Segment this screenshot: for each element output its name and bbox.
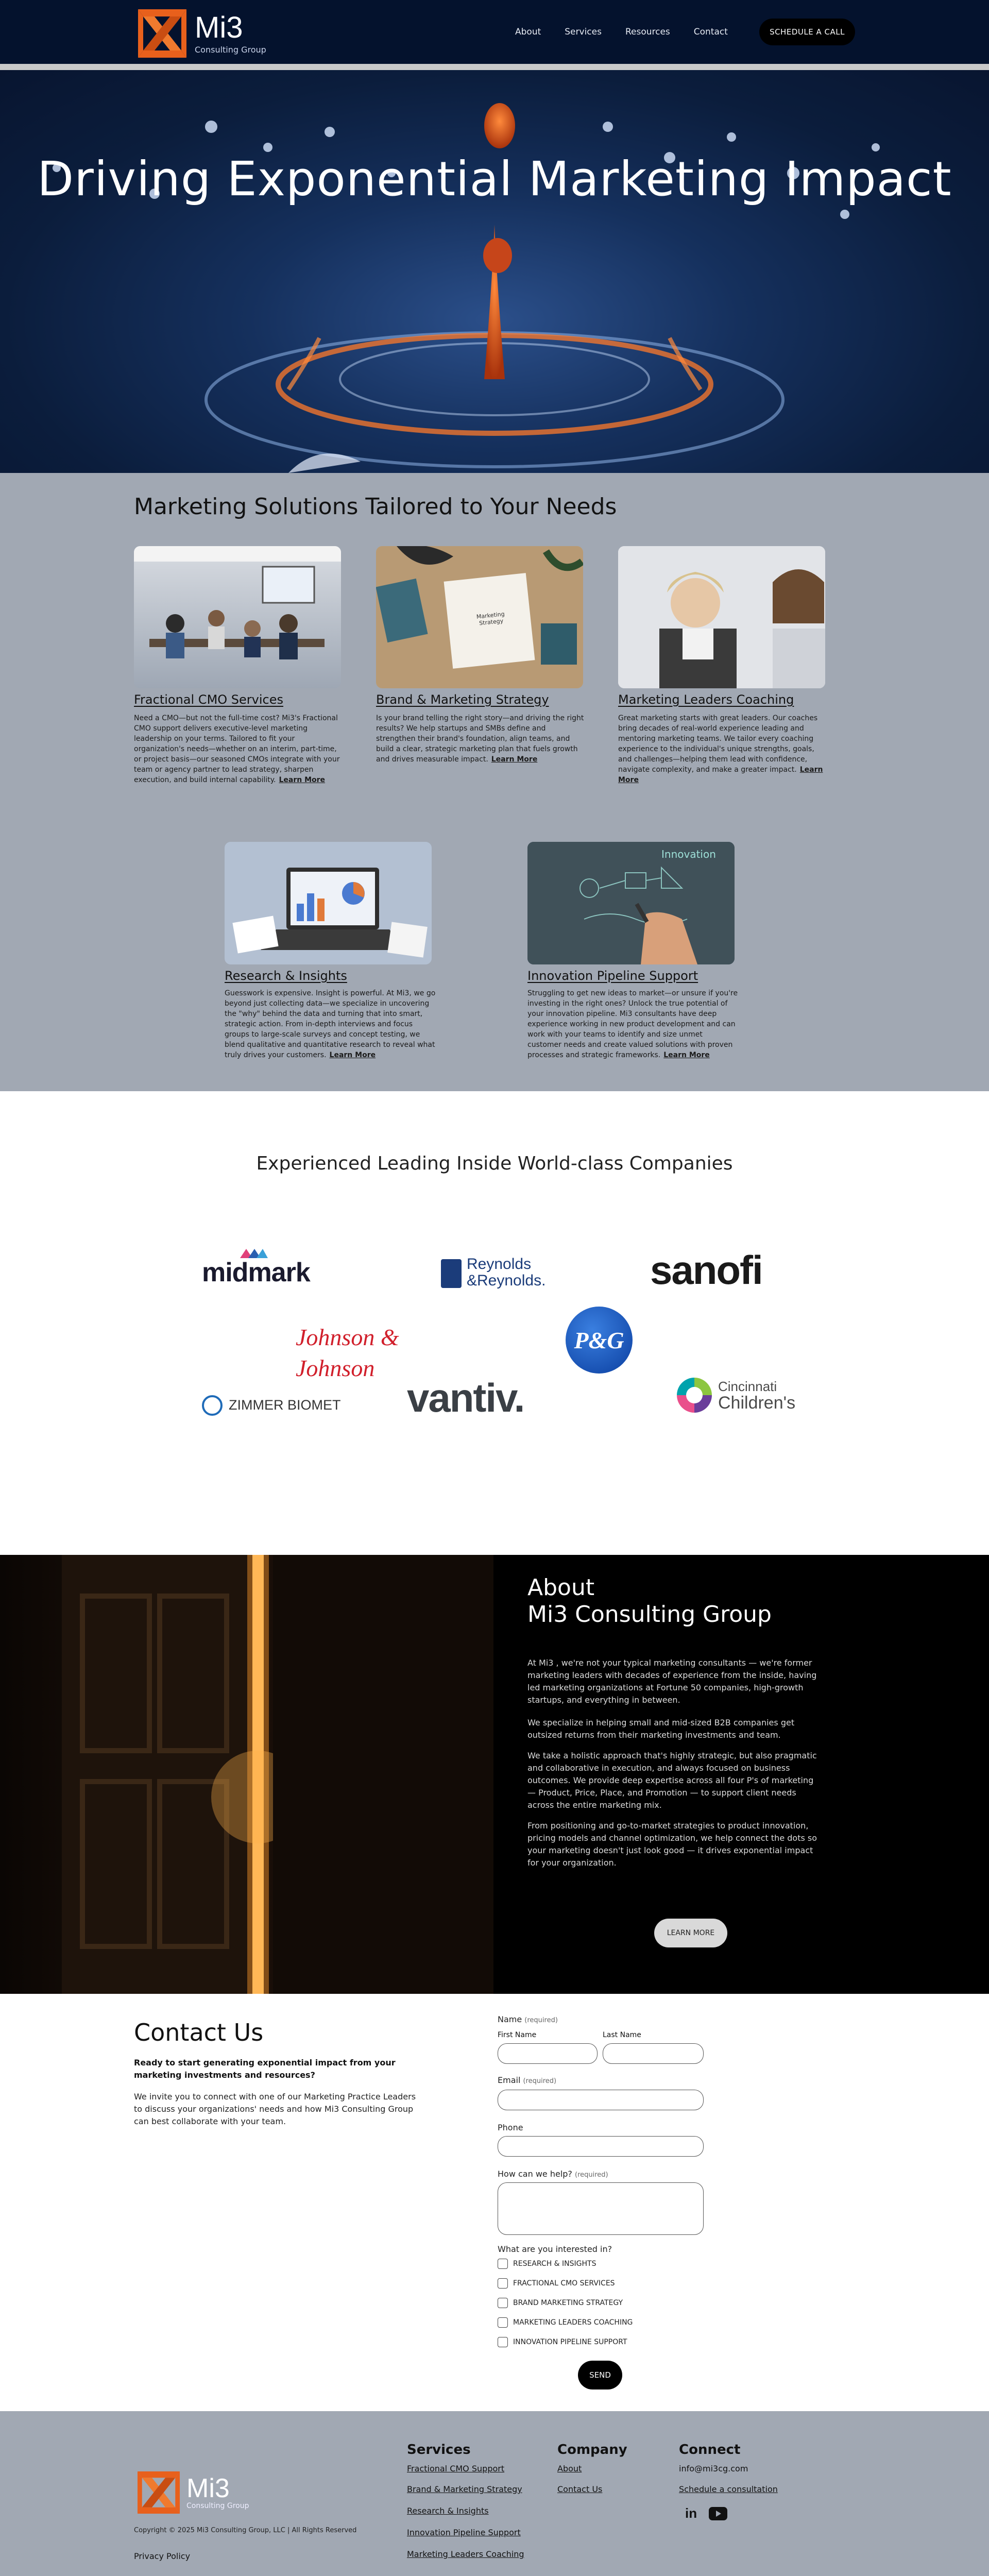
card-body-brand: [376, 713, 587, 765]
option-innovation[interactable]: [498, 2337, 627, 2347]
footer-copyright: Copyright © 2025 Mi3 Consulting Group, LLC | All Rights Reserved: [134, 2527, 357, 2534]
zimmer-mark-icon: [202, 1395, 223, 1416]
pg-logo: P&G: [566, 1307, 633, 1374]
cmo-services-image[interactable]: [134, 546, 341, 688]
first-name-label: First Name: [498, 2031, 537, 2039]
leaders-coaching-image[interactable]: [618, 546, 825, 688]
help-label: [498, 2169, 608, 2179]
option-innovation-label: INNOVATION PIPELINE SUPPORT: [513, 2338, 627, 2346]
site-logo[interactable]: [134, 5, 273, 62]
learn-more-cmo[interactable]: Learn More: [279, 776, 326, 784]
checkbox-innovation[interactable]: [498, 2337, 508, 2347]
strategy-paper-text: Marketing Strategy: [476, 611, 505, 627]
name-label: [498, 2014, 558, 2024]
card-body-cmo: [134, 713, 345, 785]
about-title-line2: Mi3 Consulting Group: [527, 1601, 772, 1628]
youtube-icon[interactable]: [709, 2507, 727, 2520]
card-text-innovation: Struggling to get new ideas to market—or unsure if you're investing in the right ones? Unlock the true potential of your innovation pipeline. Mi3 consultants have deep experience working in new product development and can work with your teams to identify and size unmet customer needs and create valued solutions with proven processes and strategic frameworks.: [527, 989, 738, 1059]
logo-mark-icon: [134, 5, 191, 62]
footer-services-title: Services: [407, 2442, 471, 2458]
option-cmo[interactable]: [498, 2278, 615, 2289]
logo-subtext: Consulting Group: [195, 44, 266, 55]
schedule-call-button[interactable]: SCHEDULE A CALL: [759, 19, 855, 45]
nav-resources[interactable]: Resources: [625, 27, 670, 37]
checkbox-coaching[interactable]: [498, 2317, 508, 2328]
main-nav: [515, 19, 728, 45]
phone-input[interactable]: [498, 2136, 704, 2157]
header-divider: [0, 64, 989, 70]
cincinnati-line2: Children's: [718, 1393, 796, 1413]
email-input[interactable]: [498, 2090, 704, 2110]
cincinnati-line1: Cincinnati: [718, 1379, 777, 1394]
send-button[interactable]: SEND: [578, 2361, 622, 2389]
option-research-label: RESEARCH & INSIGHTS: [513, 2260, 596, 2268]
footer-link-coaching[interactable]: Marketing Leaders Coaching: [407, 2549, 524, 2559]
card-body-coaching: [618, 713, 829, 785]
phone-label: Phone: [498, 2123, 523, 2132]
first-name-input[interactable]: [498, 2043, 598, 2064]
footer-logo-text: Mi3: [186, 2473, 230, 2503]
card-text-research: Guesswork is expensive. Insight is powerful. At Mi3, we go beyond just collecting data—we specialize in uncovering the "why" behind the data and turning that into smart, strategic action. From in-depth interviews and focus groups to large-scale surveys and concept testing, we blend qualitative and quantitative research to reveal what truly drives your customers.: [225, 989, 436, 1059]
card-title-cmo[interactable]: Fractional CMO Services: [134, 692, 283, 707]
footer-link-research[interactable]: Research & Insights: [407, 2506, 489, 2516]
footer-link-innovation[interactable]: Innovation Pipeline Support: [407, 2528, 521, 2537]
about-paragraph-1: At Mi3 , we're not your typical marketing consultants — we're former marketing leaders with decades of experience from the inside, having led marketing organizations at Fortune 50 companies, high-growth startups, and everything in between.: [527, 1658, 817, 1705]
footer-schedule-link[interactable]: Schedule a consultation: [679, 2484, 778, 2494]
learn-more-research[interactable]: Learn More: [329, 1051, 376, 1059]
cincinnati-childrens-logo: [675, 1372, 814, 1419]
midmark-wordmark: midmark: [202, 1258, 310, 1287]
midmark-logo: [202, 1246, 331, 1287]
help-required-tag: (required): [575, 2171, 608, 2179]
contact-lead: Ready to start generating exponential impact from your marketing investments and resources?: [134, 2058, 396, 2080]
reynolds-logo: [441, 1256, 554, 1292]
learn-more-coaching[interactable]: Learn More: [618, 766, 823, 784]
zimmer-biomet-logo: [202, 1394, 341, 1417]
card-title-research[interactable]: Research & Insights: [225, 969, 347, 983]
card-text-coaching: Great marketing starts with great leaders. Our coaches bring decades of real-world experience leading and mentoring marketing teams. We tailor every coaching experience to the individual's unique strengths, goals, and challenges—helping them lead with confidence, navigate complexity, and make a greater impact.: [618, 714, 818, 774]
footer-link-brand[interactable]: Brand & Marketing Strategy: [407, 2484, 522, 2494]
last-name-input[interactable]: [603, 2043, 704, 2064]
contact-title: Contact Us: [134, 2019, 264, 2046]
footer-company-title: Company: [557, 2442, 627, 2458]
card-title-coaching[interactable]: Marketing Leaders Coaching: [618, 692, 794, 707]
footer-link-cmo[interactable]: Fractional CMO Support: [407, 2464, 505, 2473]
card-body-innovation: [527, 988, 739, 1060]
companies-title: Experienced Leading Inside World-class Companies: [256, 1153, 733, 1174]
card-title-innovation[interactable]: Innovation Pipeline Support: [527, 969, 698, 983]
sanofi-logo: sanofi: [650, 1247, 762, 1293]
vantiv-logo: vantiv.: [407, 1375, 524, 1420]
learn-more-innovation[interactable]: Learn More: [663, 1051, 710, 1059]
card-title-brand[interactable]: Brand & Marketing Strategy: [376, 692, 549, 707]
footer-logo-mark-icon: [134, 2468, 183, 2517]
footer-email[interactable]: info@mi3cg.com: [679, 2464, 748, 2473]
option-coaching-label: MARKETING LEADERS COACHING: [513, 2318, 633, 2327]
footer-connect-title: Connect: [679, 2442, 741, 2458]
learn-more-brand[interactable]: Learn More: [491, 755, 538, 764]
email-required-tag: (required): [523, 2077, 557, 2085]
help-textarea[interactable]: [498, 2182, 704, 2235]
hero-title: Driving Exponential Marketing Impact: [37, 151, 952, 207]
card-text-brand: Is your brand telling the right story—and driving the right results? We help startups and SMBs define and strengthen their brand's foundation, align teams, and build a clear, strategic marketing plan that fuels growth and drives measurable impact.: [376, 714, 584, 764]
checkbox-research[interactable]: [498, 2259, 508, 2269]
name-required-tag: (required): [524, 2016, 558, 2024]
innovation-pipeline-image[interactable]: [527, 842, 735, 964]
solutions-title: Marketing Solutions Tailored to Your Needs: [134, 494, 617, 520]
footer-logo-subtext: Consulting Group: [186, 2502, 249, 2510]
card-body-research: [225, 988, 436, 1060]
footer-link-about[interactable]: About: [557, 2464, 582, 2473]
about-paragraph-3: We take a holistic approach that's highly strategic, but also pragmatic and collaborative in execution, and always focused on business outcomes. We provide deep expertise across all four P's of marketing — Product, Price, Place, and Promotion — to support client needs across the entire marketing mix.: [527, 1751, 817, 1810]
about-paragraph-4: From positioning and go-to-market strategies to product innovation, pricing models and channel optimization, we help connect the dots so your marketing doesn't just look good — it drives exponential impact for your organization.: [527, 1821, 817, 1868]
name-label-text: Name: [498, 2014, 522, 2024]
help-label-text: How can we help?: [498, 2169, 572, 2179]
last-name-label: Last Name: [603, 2031, 641, 2039]
checkbox-cmo[interactable]: [498, 2278, 508, 2289]
zimmer-wordmark: ZIMMER BIOMET: [229, 1397, 341, 1413]
linkedin-icon[interactable]: in: [685, 2505, 697, 2521]
water-splash-image: [0, 70, 989, 473]
research-insights-image[interactable]: [225, 842, 432, 964]
about-title: [527, 1574, 772, 1628]
privacy-policy-link[interactable]: Privacy Policy: [134, 2551, 191, 2561]
contact-body: We invite you to connect with one of our Marketing Practice Leaders to discuss your organizations' needs and how Mi3 Consulting Group can best collaborate with your team.: [134, 2092, 416, 2126]
nav-services[interactable]: Services: [565, 27, 602, 37]
card-text-cmo: Need a CMO—but not the full-time cost? Mi3's Fractional CMO support delivers executive-level marketing leadership on your terms. Tailored to fit your organization's needs—whether on an interim, part-time, or project basis—our seasoned CMOs integrate with your team or agency partner to lead strategy, sharpen execution, and build internal capability.: [134, 714, 340, 784]
johnson-johnson-logo: Johnson & Johnson: [296, 1324, 399, 1381]
about-learn-more-button[interactable]: LEARN MORE: [654, 1919, 727, 1947]
option-cmo-label: FRACTIONAL CMO SERVICES: [513, 2279, 615, 2287]
nav-contact[interactable]: Contact: [693, 27, 728, 37]
hero-banner: [0, 70, 989, 473]
about-title-line1: About: [527, 1574, 595, 1601]
footer-logo[interactable]: [134, 2468, 252, 2517]
option-coaching[interactable]: [498, 2317, 633, 2328]
checkbox-brand[interactable]: [498, 2298, 508, 2308]
email-label-text: Email: [498, 2075, 521, 2085]
innovation-image-text: Innovation: [661, 848, 716, 860]
footer-link-contact[interactable]: Contact Us: [557, 2484, 603, 2494]
interest-label: What are you interested in?: [498, 2244, 612, 2254]
brand-strategy-image[interactable]: [376, 546, 583, 688]
option-brand[interactable]: [498, 2298, 623, 2308]
reynolds-line1: Reynolds: [467, 1256, 532, 1273]
logo-text: Mi3: [195, 10, 243, 44]
nav-about[interactable]: About: [515, 27, 541, 37]
door-light-image: [0, 1555, 493, 1994]
option-brand-label: BRAND MARKETING STRATEGY: [513, 2299, 623, 2307]
reynolds-line2: &Reynolds.: [467, 1272, 546, 1289]
cincinnati-mark-icon: [675, 1376, 714, 1415]
about-paragraph-2: We specialize in helping small and mid-sized B2B companies get outsized returns from their marketing investments and team.: [527, 1718, 795, 1740]
email-label: [498, 2075, 556, 2085]
reynolds-mark-icon: [441, 1259, 462, 1288]
option-research[interactable]: [498, 2259, 596, 2269]
